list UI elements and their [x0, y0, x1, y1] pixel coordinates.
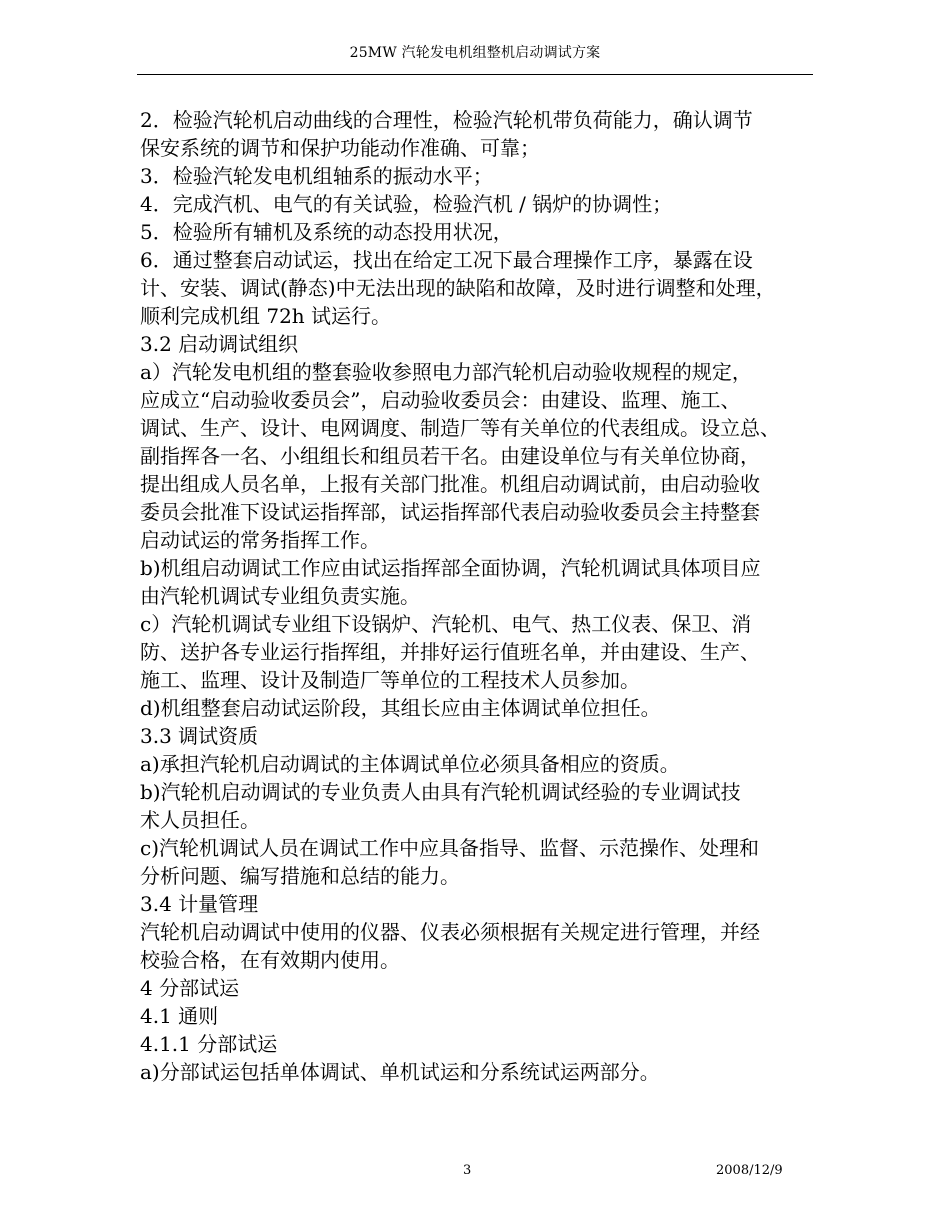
section-heading: 4.1 通则 [140, 1004, 219, 1028]
text-line: b)机组启动调试工作应由试运指挥部全面协调，汽轮机调试具体项目应 [140, 556, 761, 580]
text-line: 校验合格，在有效期内使用。 [140, 948, 400, 972]
text-line: a)承担汽轮机启动调试的主体调试单位必须具备相应的资质。 [140, 752, 680, 776]
text-line: 由汽轮机调试专业组负责实施。 [140, 584, 420, 608]
text-line: 施工、监理、设计及制造厂等单位的工程技术人员参加。 [140, 668, 640, 692]
text-line: 顺利完成机组 72h 试运行。 [140, 304, 392, 328]
text-line: 3．检验汽轮发电机组轴系的振动水平； [140, 164, 493, 188]
text-line: 2．检验汽轮机启动曲线的合理性，检验汽轮机带负荷能力，确认调节 [140, 108, 753, 132]
section-heading: 3.2 启动调试组织 [140, 332, 299, 356]
text-line: 计、安装、调试(静态)中无法出现的缺陷和故障，及时进行调整和处理， [140, 276, 776, 300]
text-line: a)分部试运包括单体调试、单机试运和分系统试运两部分。 [140, 1060, 660, 1084]
text-line: 汽轮机启动调试中使用的仪器、仪表必须根据有关规定进行管理，并经 [140, 920, 760, 944]
section-heading: 4.1.1 分部试运 [140, 1032, 278, 1056]
text-line: 5．检验所有辅机及系统的动态投用状况， [140, 220, 513, 244]
text-line: b)汽轮机启动调试的专业负责人由具有汽轮机调试经验的专业调试技 [140, 780, 741, 804]
text-line: 启动试运的常务指挥工作。 [140, 528, 380, 552]
text-line: 应成立“启动验收委员会”，启动验收委员会：由建设、监理、施工、 [140, 388, 741, 412]
text-line: 术人员担任。 [140, 808, 260, 832]
text-line: 提出组成人员名单，上报有关部门批准。机组启动调试前，由启动验收 [140, 472, 760, 496]
text-line: 副指挥各一名、小组组长和组员若干名。由建设单位与有关单位协商， [140, 444, 760, 468]
section-heading: 3.4 计量管理 [140, 892, 259, 916]
text-line: 6．通过整套启动试运，找出在给定工况下最合理操作工序，暴露在设 [140, 248, 753, 272]
text-line: d)机组整套启动试运阶段，其组长应由主体调试单位担任。 [140, 696, 661, 720]
text-line: 分析问题、编写措施和总结的能力。 [140, 864, 460, 888]
text-line: 委员会批准下设试运指挥部，试运指挥部代表启动验收委员会主持整套 [140, 500, 760, 524]
page-number: 3 [463, 1163, 472, 1178]
footer-date: 2008/12/9 [716, 1163, 783, 1178]
running-header-title: 25MW 汽轮发电机组整机启动调试方案 [349, 45, 601, 61]
text-line: 防、送护各专业运行指挥组，并排好运行值班名单，并由建设、生产、 [140, 640, 760, 664]
section-heading: 4 分部试运 [140, 976, 240, 1000]
text-line: 4．完成汽机、电气的有关试验，检验汽机 / 锅炉的协调性； [140, 192, 673, 216]
text-line: 保安系统的调节和保护功能动作准确、可靠； [140, 136, 540, 160]
text-line: 调试、生产、设计、电网调度、制造厂等有关单位的代表组成。设立总、 [140, 416, 780, 440]
section-heading: 3.3 调试资质 [140, 724, 259, 748]
text-line: a）汽轮发电机组的整套验收参照电力部汽轮机启动验收规程的规定， [140, 360, 752, 384]
text-line: c）汽轮机调试专业组下设锅炉、汽轮机、电气、热工仪表、保卫、消 [140, 612, 752, 636]
document-body [140, 106, 816, 1086]
header-divider [137, 74, 813, 75]
text-line: c)汽轮机调试人员在调试工作中应具备指导、监督、示范操作、处理和 [140, 836, 760, 860]
